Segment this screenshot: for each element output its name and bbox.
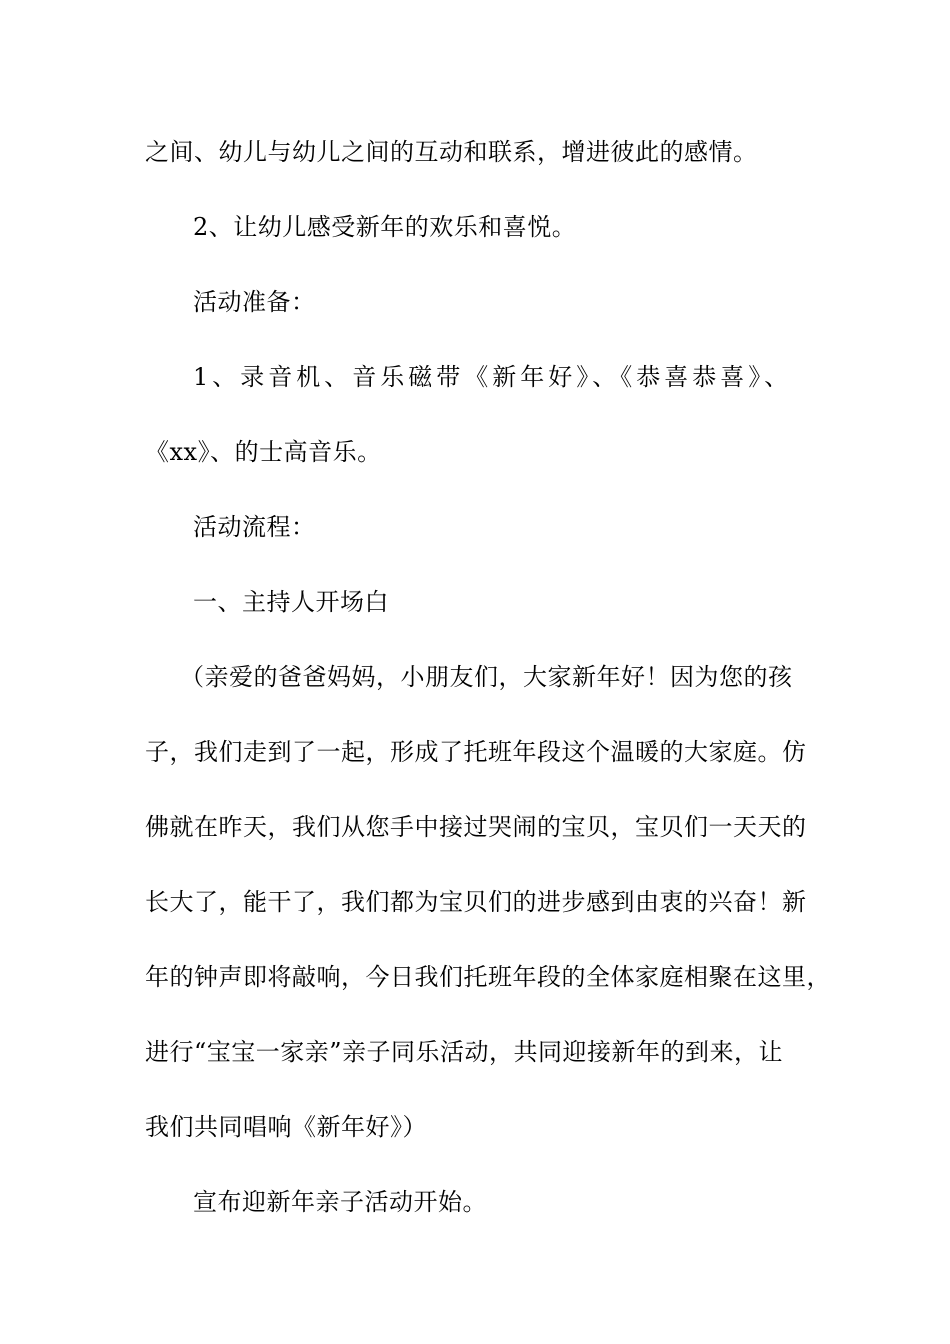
paragraph-line: 我们共同唱响《新年好》） bbox=[145, 1113, 427, 1141]
goal-item-2: 2、让幼儿感受新年的欢乐和喜悦。 bbox=[193, 213, 577, 241]
paragraph-line: 子，我们走到了一起，形成了托班年段这个温暖的大家庭。仿 bbox=[145, 738, 807, 766]
section-heading-process: 活动流程： bbox=[193, 513, 316, 541]
paragraph-line: 年的钟声即将敲响，今日我们托班年段的全体家庭相聚在这里， bbox=[145, 963, 831, 991]
paragraph-line: （亲爱的爸爸妈妈，小朋友们，大家新年好！因为您的孩 bbox=[180, 663, 793, 691]
preparation-item-1: 1、录音机、音乐磁带《新年好》、《恭喜恭喜》、 bbox=[193, 363, 793, 391]
paragraph-line: 《xx》、的士高音乐。 bbox=[145, 438, 382, 466]
paragraph-line: 之间、幼儿与幼儿之间的互动和联系，增进彼此的感情。 bbox=[145, 138, 758, 166]
paragraph-line: 长大了，能干了，我们都为宝贝们的进步感到由衷的兴奋！新 bbox=[145, 888, 807, 916]
paragraph-line: 进行“宝宝一家亲”亲子同乐活动，共同迎接新年的到来，让 bbox=[145, 1038, 784, 1066]
section-heading-preparation: 活动准备： bbox=[193, 288, 316, 316]
paragraph-line: 宣布迎新年亲子活动开始。 bbox=[193, 1188, 487, 1216]
paragraph-line: 佛就在昨天，我们从您手中接过哭闹的宝贝，宝贝们一天天的 bbox=[145, 813, 807, 841]
process-step-1-heading: 一、主持人开场白 bbox=[193, 588, 389, 616]
